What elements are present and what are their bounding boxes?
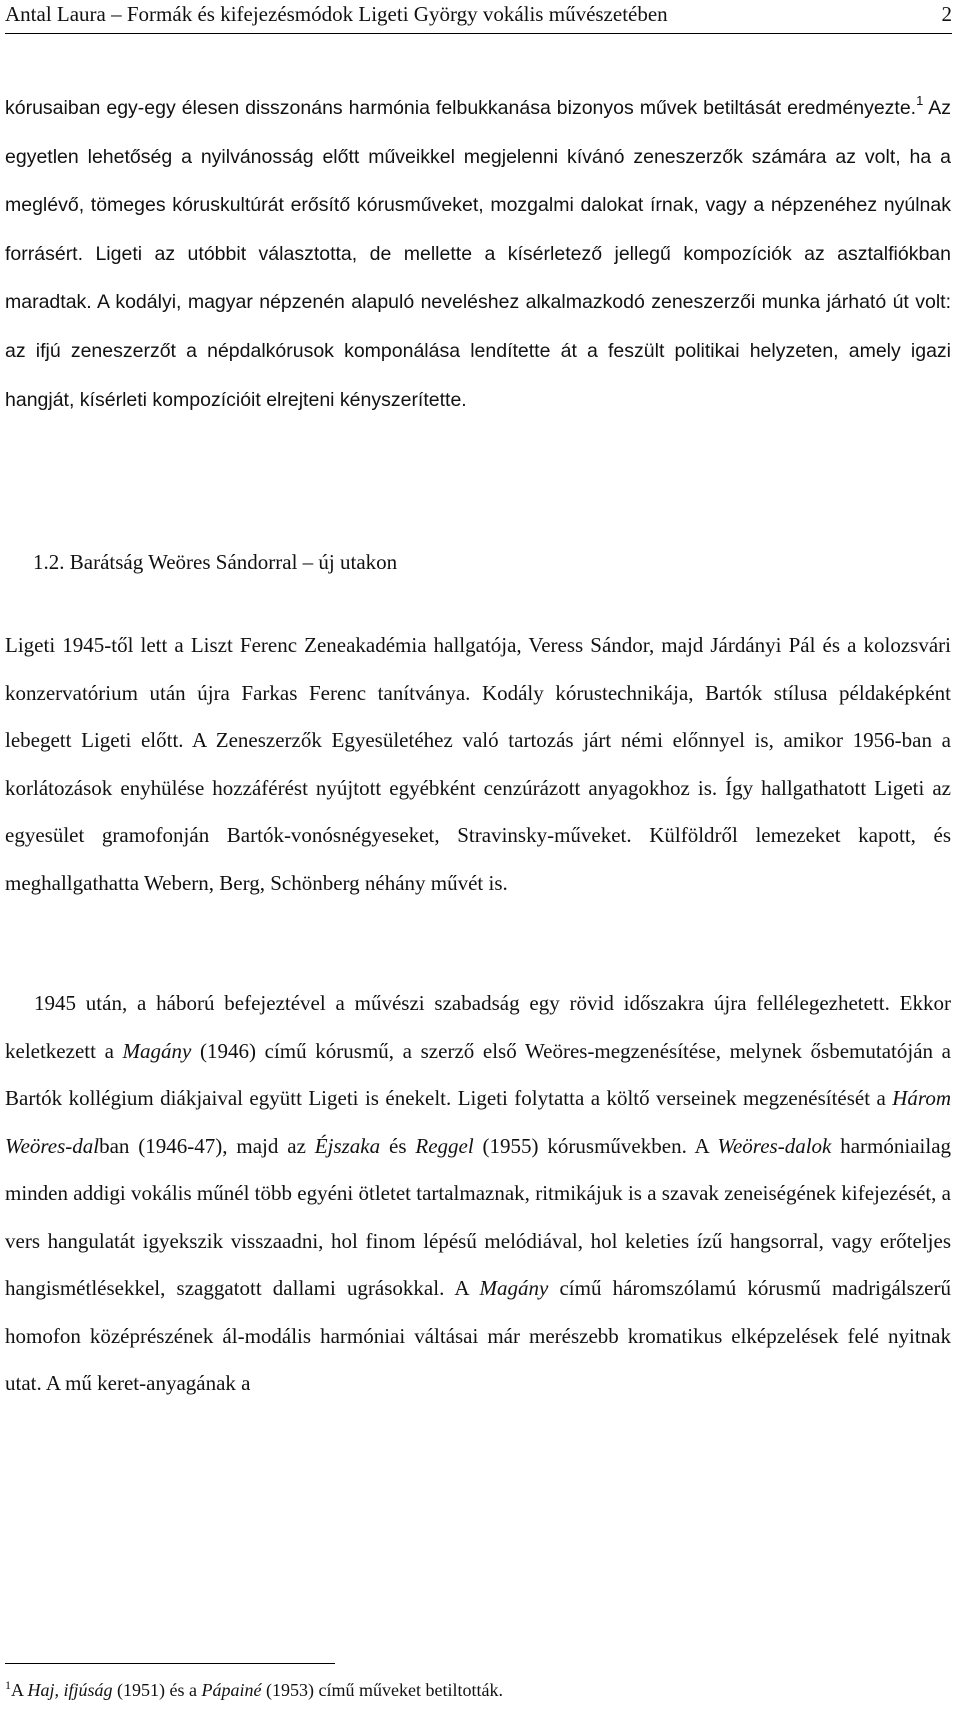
work-title: Haj, ifjúság — [27, 1680, 113, 1700]
work-title: Pápainé — [201, 1680, 262, 1700]
paragraph-2 — [5, 622, 951, 907]
work-title: Három Weöres-dal — [5, 1086, 951, 1158]
section-heading: 1.2. Barátság Weöres Sándorral – új utakon — [33, 550, 398, 574]
header-title: Antal Laura – Formák és kifejezésmódok Ligeti György vokális művészetében — [5, 2, 668, 26]
paragraph-1-text-a: kórusaiban egy-egy élesen disszonáns harmónia felbukkanása bizonyos művek betiltását eredményezte. — [5, 97, 917, 119]
paragraph-2-text: Ligeti 1945-től lett a Liszt Ferenc Zeneakadémia hallgatója, Veress Sándor, majd Járdányi Pál és a kolozsvári konzervatórium után újra Farkas Ferenc tanítványa. Kodály kórustechnikája, Bartók stílusa példaképként lebegett Ligeti előtt. A Zeneszerzők Egyesületéhez való tartozás járt némi előnnyel is, amikor 1956-ban a korlátozások enyhülése hozzáférést nyújtott egyébként cenzúrázott anyagokhoz is. Így hallgathatott Ligeti az egyesület gramofonján Bartók-vonósnégyeseket, Stravinsky-műveket. Külföldről lemezeket kapott, és meghallgathatta Webern, Berg, Schönberg néhány művét is. — [5, 633, 951, 895]
work-title: Éjszaka — [314, 1133, 381, 1158]
paragraph-3-text: című háromszólamú kórusmű madrigálszerű homofon középrészének ál-modális harmóniai váltásai már merészebb kromatikus elképzelések felé nyitnak utat. A mű keret-anyagának a — [5, 1276, 951, 1395]
footnote-text: (1953) című műveket betiltották. — [261, 1680, 503, 1700]
work-title: Reggel — [415, 1133, 474, 1158]
paragraph-3-text: harmóniailag minden addigi vokális műnél több egyéni ötletet tartalmaznak, ritmikájuk is a szavak zeneiségének kifejezését, a vers hangulatát igyekszik visszaadni, hol finom lépésű melódiával, hol keleties ízű hangsorral, vagy erőteljes hangismétlésekkel, szaggatott dallami ugrásokkal. A — [5, 1133, 952, 1300]
paragraph-3-text: 1945 után, a háború befejeztével a művészi szabadság egy rövid időszakra újra fellélegezhetett. Ekkor keletkezett a — [5, 991, 951, 1063]
work-title: Weöres-dalok — [717, 1133, 832, 1158]
footnote-text: (1951) és a — [112, 1680, 202, 1700]
work-title: Magány — [122, 1038, 192, 1063]
paragraph-3 — [5, 980, 951, 1408]
paragraph-1 — [5, 84, 951, 424]
footnote-reference[interactable]: 1 — [916, 93, 924, 108]
paragraph-3-text: (1946) című kórusmű, a szerző első Weöres-megzenésítése, melynek ősbemutatóján a Bartók kollégium diákjaival együtt Ligeti is énekelt. Ligeti folytatta a költő verseinek megzenésítését a — [5, 1038, 951, 1110]
paragraph-3-text: ban (1946-47), majd az — [99, 1133, 315, 1158]
paragraph-1-text-b: Az egyetlen lehetőség a nyilvánosság előtt műveikkel megjelenni kívánó zeneszerzők számára az volt, ha a meglévő, tömeges kóruskultúrát erősítő kórusműveket, mozgalmi dalokat írnak, vagy a népzenéhez nyúlnak forrásért. Ligeti az utóbbit választotta, de mellette a kísérletező jellegű kompozíciók az asztalfiókban maradtak. A kodályi, magyar népzenén alapuló neveléshez alkalmazkodó zeneszerzői munka járható út volt: az ifjú zeneszerzőt a népdalkórusok komponálása lendítette át a feszült politikai helyzeten, amely igazi hangját, kísérleti kompozícióit elrejteni kényszerítette. — [5, 97, 951, 411]
footnote-text: A — [11, 1680, 28, 1700]
footnote-divider — [5, 1663, 335, 1664]
page-number: 2 — [941, 2, 952, 26]
footnote-marker: 1 — [5, 1678, 11, 1692]
work-title: Magány — [479, 1276, 549, 1300]
paragraph-3-text: és — [380, 1133, 416, 1158]
paragraph-3-text: (1955) kórusművekben. A — [473, 1133, 718, 1158]
footnote — [5, 1680, 503, 1702]
running-header — [5, 0, 952, 34]
